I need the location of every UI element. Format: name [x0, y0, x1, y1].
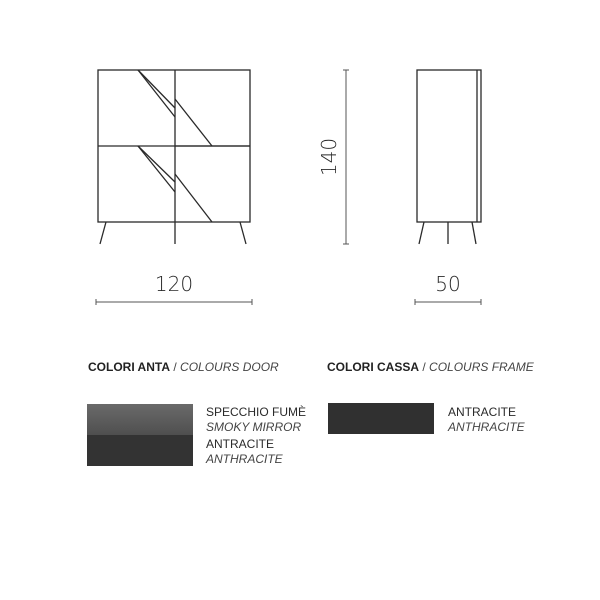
- upper-diagonal-c: [138, 70, 175, 117]
- anthracite-frame-label-en: ANTHRACITE: [448, 420, 525, 434]
- frame-colours-heading-en: COLOURS FRAME: [429, 360, 534, 374]
- width-label: 120: [154, 272, 194, 296]
- front-view: [98, 70, 250, 244]
- door-colours-heading: [88, 360, 279, 374]
- upper-diagonal-a: [138, 70, 175, 108]
- lower-diagonal-b: [175, 174, 212, 222]
- swatch-anthracite-frame: [328, 403, 434, 434]
- frame-colours-separator: /: [422, 360, 426, 374]
- front-leg-right: [240, 222, 246, 244]
- anthracite-door-label-it: ANTRACITE: [206, 437, 275, 451]
- depth-dimension: [415, 272, 481, 305]
- upper-diagonal-b: [175, 99, 212, 146]
- side-leg-left: [419, 222, 424, 244]
- door-colours-heading-en: COLOURS DOOR: [180, 360, 279, 374]
- smoky-mirror-label-en: SMOKY MIRROR: [206, 420, 302, 434]
- height-dimension: [317, 70, 349, 244]
- frame-colours-heading-it: COLORI CASSA: [327, 360, 420, 374]
- side-view: [417, 70, 481, 244]
- anthracite-frame-label-it: ANTRACITE: [448, 405, 517, 419]
- swatch-anthracite-door: [87, 435, 193, 466]
- width-dimension: [96, 272, 252, 305]
- smoky-mirror-label-it: SPECCHIO FUMÈ: [206, 405, 307, 419]
- height-label: 140: [317, 137, 341, 177]
- anthracite-door-label-en: ANTHRACITE: [206, 452, 283, 466]
- front-leg-left: [100, 222, 106, 244]
- frame-colours-heading: [327, 360, 534, 374]
- depth-label: 50: [435, 272, 461, 296]
- side-leg-right: [472, 222, 476, 244]
- door-colours-separator: /: [173, 360, 177, 374]
- cabinet-side-outline: [417, 70, 481, 222]
- door-colours-heading-it: COLORI ANTA: [88, 360, 170, 374]
- lower-diagonal-c: [138, 146, 175, 192]
- lower-diagonal-a: [138, 146, 175, 182]
- swatch-smoky-mirror: [87, 404, 193, 435]
